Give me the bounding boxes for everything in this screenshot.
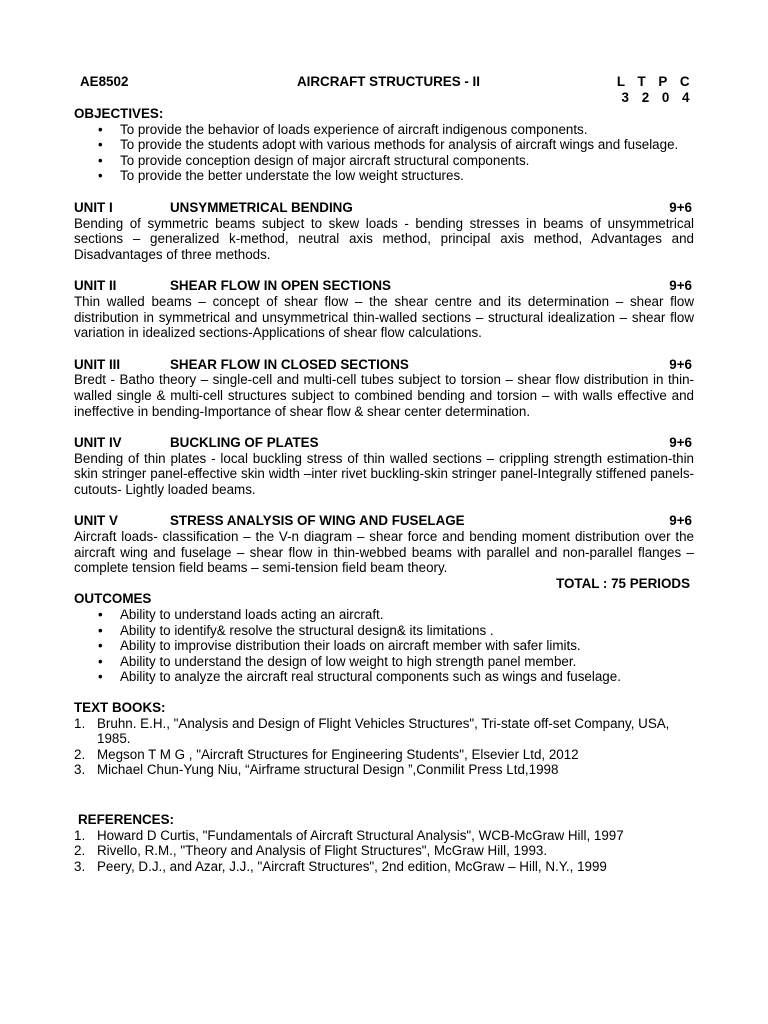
- objectives-heading: OBJECTIVES:: [74, 106, 164, 121]
- item-text: Bruhn. E.H., "Analysis and Design of Flight Vehicles Structures", Tri-state off-set Company, USA, 1985.: [97, 715, 670, 747]
- unit-hours: 9+6: [669, 199, 692, 215]
- unit-label: UNIT II: [74, 278, 117, 294]
- list-item: • To provide conception design of major aircraft structural components.: [74, 153, 694, 169]
- item-text: Howard D Curtis, "Fundamentals of Aircraft Structural Analysis", WCB-McGraw Hill, 1997: [97, 827, 624, 843]
- list-item: • Ability to analyze the aircraft real structural components such as wings and fuselage.: [74, 669, 694, 685]
- list-item: [74, 828, 694, 844]
- unit-hours: 9+6: [669, 513, 692, 529]
- list-item: • Ability to understand the design of low weight to high strength panel member.: [74, 654, 694, 670]
- references-heading: REFERENCES:: [78, 811, 174, 827]
- list-item: [74, 843, 694, 859]
- syllabus-page: [74, 74, 694, 874]
- list-item: [74, 716, 694, 747]
- outcomes-heading: OUTCOMES: [74, 591, 152, 607]
- unit-label: UNIT III: [74, 356, 121, 372]
- unit-title: SHEAR FLOW IN OPEN SECTIONS: [170, 278, 391, 294]
- unit-body: Bending of thin plates - local buckling stress of thin walled sections – crippling strength estimation-thin skin stringer panel-effective skin width –inter rivet buckling-skin stringer panel-Integrally stiffened panels-cutouts- Lightly loaded beams.: [74, 450, 694, 497]
- unit-body: Bredt - Batho theory – single-cell and multi-cell tubes subject to torsion – shear flow distribution in thin-walled single & multi-cell structures subject to combined bending and torsion – with walls effective and ineffective in bending-Importance of shear flow & shear center determination.: [74, 372, 694, 419]
- item-number: 1.: [74, 827, 86, 843]
- objectives-list: [74, 122, 694, 184]
- unit-section: [74, 435, 694, 497]
- list-item: [74, 762, 694, 778]
- course-title: AIRCRAFT STRUCTURES - II: [297, 74, 480, 89]
- unit-title: SHEAR FLOW IN CLOSED SECTIONS: [170, 356, 409, 372]
- unit-section: [74, 278, 694, 340]
- unit-heading: [74, 278, 694, 294]
- textbooks-list: [74, 716, 694, 778]
- list-item: • Ability to identify& resolve the structural design& its limitations .: [74, 623, 694, 639]
- objectives-section: [74, 106, 694, 184]
- unit-title: UNSYMMETRICAL BENDING: [170, 199, 353, 215]
- unit-hours: 9+6: [669, 435, 692, 451]
- list-item: • To provide the behavior of loads experience of aircraft indigenous components.: [74, 122, 694, 138]
- unit-section: [74, 513, 694, 575]
- unit-hours: 9+6: [669, 356, 692, 372]
- list-item: [74, 859, 694, 875]
- item-number: 3.: [74, 762, 86, 778]
- unit-hours: 9+6: [669, 278, 692, 294]
- unit-body: Bending of symmetric beams subject to skew loads - bending stresses in beams of unsymmetrical sections – generalized k-method, neutral axis method, principal axis method, Advantages and Disadvantages of three methods.: [74, 215, 694, 262]
- course-code: AE8502: [80, 74, 129, 89]
- unit-body: Aircraft loads- classification – the V-n diagram – shear force and bending moment distribution over the aircraft wing and fuselage – shear flow in thin-webbed beams with parallel and non-parallel flanges – complete tension field beams – semi-tension field beam theory.: [74, 529, 694, 576]
- textbooks-section: [74, 700, 694, 778]
- item-text: Peery, D.J., and Azar, J.J., "Aircraft Structures", 2nd edition, McGraw – Hill, N.Y., 1999: [97, 858, 607, 874]
- unit-label: UNIT I: [74, 199, 113, 215]
- outcomes-list: [74, 607, 694, 685]
- unit-heading: [74, 200, 694, 216]
- unit-title: STRESS ANALYSIS OF WING AND FUSELAGE: [170, 513, 465, 529]
- unit-heading: [74, 357, 694, 373]
- list-item: • To provide the better understate the low weight structures.: [74, 168, 694, 184]
- ltpc-labels: L T P C: [616, 74, 694, 89]
- outcomes-section: [74, 591, 694, 685]
- item-number: 1.: [74, 715, 86, 731]
- unit-heading: [74, 513, 694, 529]
- unit-label: UNIT V: [74, 513, 118, 529]
- list-item: • Ability to improvise distribution their loads on aircraft member with safer limits.: [74, 638, 694, 654]
- total-periods: TOTAL : 75 PERIODS: [556, 575, 690, 591]
- list-item: • Ability to understand loads acting an aircraft.: [74, 607, 694, 623]
- item-text: Megson T M G , "Aircraft Structures for Engineering Students", Elsevier Ltd, 2012: [97, 746, 579, 762]
- textbooks-heading: TEXT BOOKS:: [74, 700, 166, 715]
- unit-heading: [74, 435, 694, 451]
- item-text: Michael Chun-Yung Niu, “Airframe structural Design ”,Conmilit Press Ltd,1998: [97, 762, 559, 778]
- list-item: [74, 747, 694, 763]
- unit-section: [74, 200, 694, 262]
- item-number: 2.: [74, 843, 86, 859]
- references-list: [74, 828, 694, 875]
- item-number: 3.: [74, 858, 86, 874]
- item-number: 2.: [74, 746, 86, 762]
- unit-title: BUCKLING OF PLATES: [170, 435, 319, 451]
- unit-label: UNIT IV: [74, 435, 122, 451]
- references-section: [74, 812, 694, 874]
- list-item: • To provide the students adopt with various methods for analysis of aircraft wings and fuselage.: [74, 137, 694, 153]
- item-text: Rivello, R.M., "Theory and Analysis of Flight Structures", McGraw Hill, 1993.: [97, 843, 548, 859]
- ltpc-values: 3 2 0 4: [621, 89, 694, 105]
- unit-section: [74, 357, 694, 419]
- unit-body: Thin walled beams – concept of shear flow – the shear centre and its determination – shear flow distribution in symmetrical and unsymmetrical thin-walled sections – structural idealization – shear flow variation in idealized sections-Applications of shear flow calculations.: [74, 293, 694, 341]
- course-header: [74, 74, 694, 106]
